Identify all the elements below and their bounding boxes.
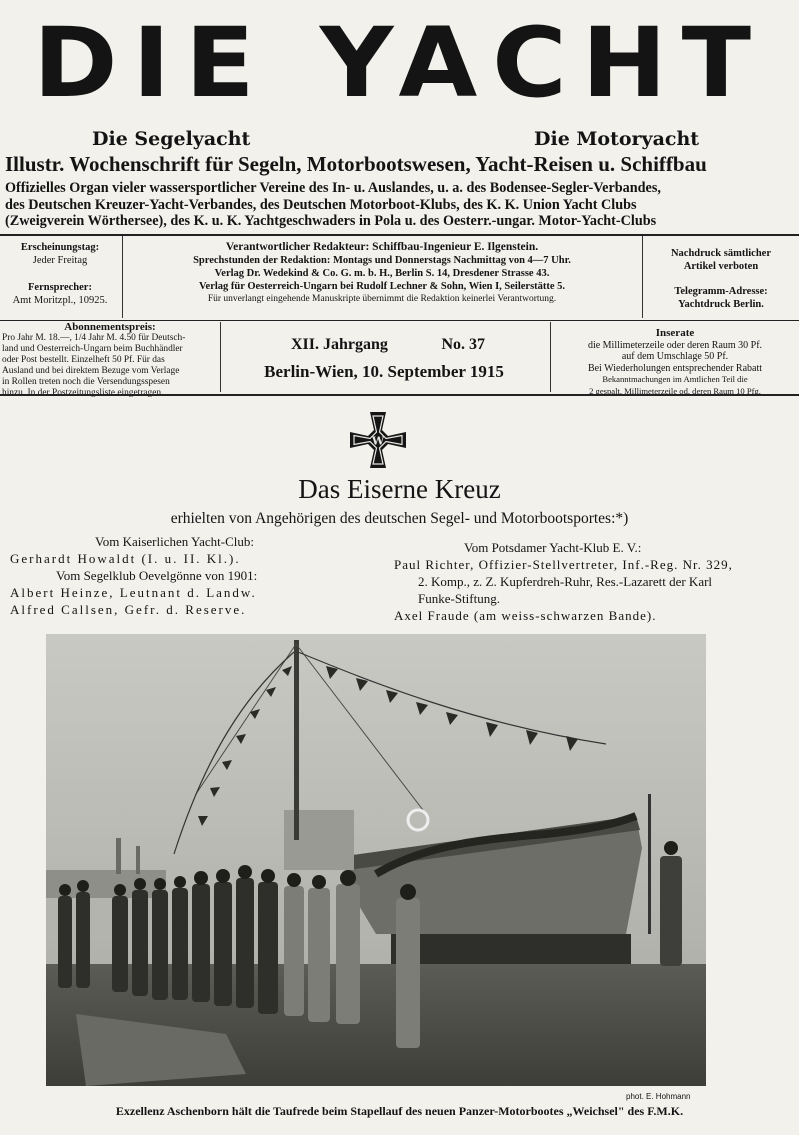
subscription-line: Ausland und bei direktem Bezuge vom Verlage [2,366,180,376]
reprint-telegram-box [646,247,796,311]
publication-day-label: Erscheinungstag: [20,242,100,253]
editor-line: Verantwortlicher Redakteur: Schiffbau-Ingenieur E. Ilgenstein. [225,241,539,253]
volume-label: XII. Jahrgang [291,336,388,353]
official-line: (Zweigverein Wörthersee), des K. u. K. Yachtgeschwaders in Pola u. des Oesterr.-ungar. Motor-Yacht-Clubs [5,213,657,229]
subscription-line: Pro Jahr M. 18.—, 1/4 Jahr M. 4.50 für Deutsch- [2,333,186,343]
club-heading: Vom Potsdamer Yacht-Klub E. V.: [464,540,642,555]
subscription-line: in Rollen treten noch die Versendungsspesen [2,377,170,387]
divider [550,322,551,392]
launch-photograph [46,634,706,1086]
ads-line: auf dem Umschlage 50 Pf. [621,351,729,362]
publication-day-value: Jeder Freitag [32,255,88,266]
official-line: des Deutschen Kreuzer-Yacht-Verbandes, des Deutschen Motorboot-Klubs, des K. K. Union Yacht Clubs [5,196,637,213]
ads-box [552,328,798,397]
telegram-value: Yachtdruck Berlin. [678,299,764,310]
award-entry: Axel Fraude (am weiss-schwarzen Bande). [394,608,657,623]
divider [0,234,799,236]
award-entry: Paul Richter, Offizier-Stellvertreter, Inf.-Reg. Nr. 329, [394,557,733,572]
photo-credit: phot. E. Hohmann [626,1092,691,1101]
ads-label: Inserate [655,327,695,339]
issue-date: Berlin-Wien, 10. September 1915 [264,362,504,381]
divider [0,394,799,396]
ads-line: Bekanntmachungen im Amtlichen Teil die [602,374,748,384]
telegram-label: Telegramm-Adresse: [674,286,768,297]
official-line: Offizielles Organ vieler wassersportlicher Vereine des In- u. Auslandes, u. a. des Bodensee-Segler-Verbandes, [5,180,661,196]
award-entry: Albert Heinze, Leutnant d. Landw. [10,585,257,600]
reprint-line: Artikel verboten [683,261,759,272]
masthead-title: DIE YACHT [33,7,766,119]
editorial-line: Für unverlangt eingehende Manuskripte übernimmt die Redaktion keinerlei Verantwortung. [207,294,557,304]
award-entry-continued: Funke-Stiftung. [418,591,500,606]
subscription-line: hinzu. In der Postzeitungsliste eingetragen. [2,388,164,398]
ads-line: Bei Wiederholungen entsprechender Rabatt [587,362,763,374]
subscription-box [2,322,218,399]
official-organ-text [5,180,795,230]
phone-label: Fernsprecher: [28,282,92,293]
club-heading: Vom Segelklub Oevelgönne von 1901: [56,568,258,583]
divider [642,236,643,318]
iron-cross-icon [348,410,408,470]
ads-line: 2 gespalt. Millimeterzeile od. deren Raum 10 Pfg. [589,385,761,396]
divider [220,322,221,392]
editorial-info-box [126,241,638,306]
masthead-subtitle-right: Die Motoryacht [534,128,700,150]
phone-value: Amt Moritzpl., 10925. [12,295,108,306]
issue-number: No. 37 [441,336,485,353]
subscription-label: Abonnementspreis: [64,321,156,333]
photo-caption: Exzellenz Aschenborn hält die Taufrede beim Stapellauf des neuen Panzer-Motorbootes „Weichsel" des F.M.K. [115,1104,684,1118]
subscription-line: land und Oesterreich-Ungarn beim Buchhändler [2,344,183,354]
subscription-line: oder Post bestellt. Einzelheft 50 Pf. Für das [2,355,165,365]
left-column [10,533,340,618]
award-entry: Alfred Callsen, Gefr. d. Reserve. [10,602,247,617]
masthead-subtitle-left: Die Segelyacht [92,128,251,150]
cross-letter: W [371,434,385,448]
article-subtitle: erhielten von Angehörigen des deutschen Segel- und Motorbootsportes:*) [170,510,629,527]
award-entry-continued: 2. Komp., z. Z. Kupferdreh-Ruhr, Res.-Lazarett der Karl [418,574,713,589]
right-column [394,539,794,624]
ads-line: die Millimeterzeile oder deren Raum 30 Pf. [587,339,763,351]
masthead-tagline: Illustr. Wochenschrift für Segeln, Motorbootswesen, Yacht-Reisen u. Schiffbau [5,152,707,176]
award-entry: Gerhardt Howaldt (I. u. II. Kl.). [10,551,241,566]
divider [122,236,123,318]
reprint-line: Nachdruck sämtlicher [670,248,772,259]
editorial-line: Sprechstunden der Redaktion: Montags und Donnerstags Nachmittag von 4—7 Uhr. [193,255,571,266]
article-title: Das Eiserne Kreuz [298,474,501,504]
club-heading: Vom Kaiserlichen Yacht-Club: [95,534,254,549]
publication-day-box [4,241,116,307]
editorial-line: Verlag für Oesterreich-Ungarn bei Rudolf Lechner & Sohn, Wien I, Seilerstätte 5. [198,281,566,292]
editorial-line: Verlag Dr. Wedekind & Co. G. m. b. H., Berlin S. 14, Dresdener Strasse 43. [214,268,550,279]
issue-box [225,336,525,382]
